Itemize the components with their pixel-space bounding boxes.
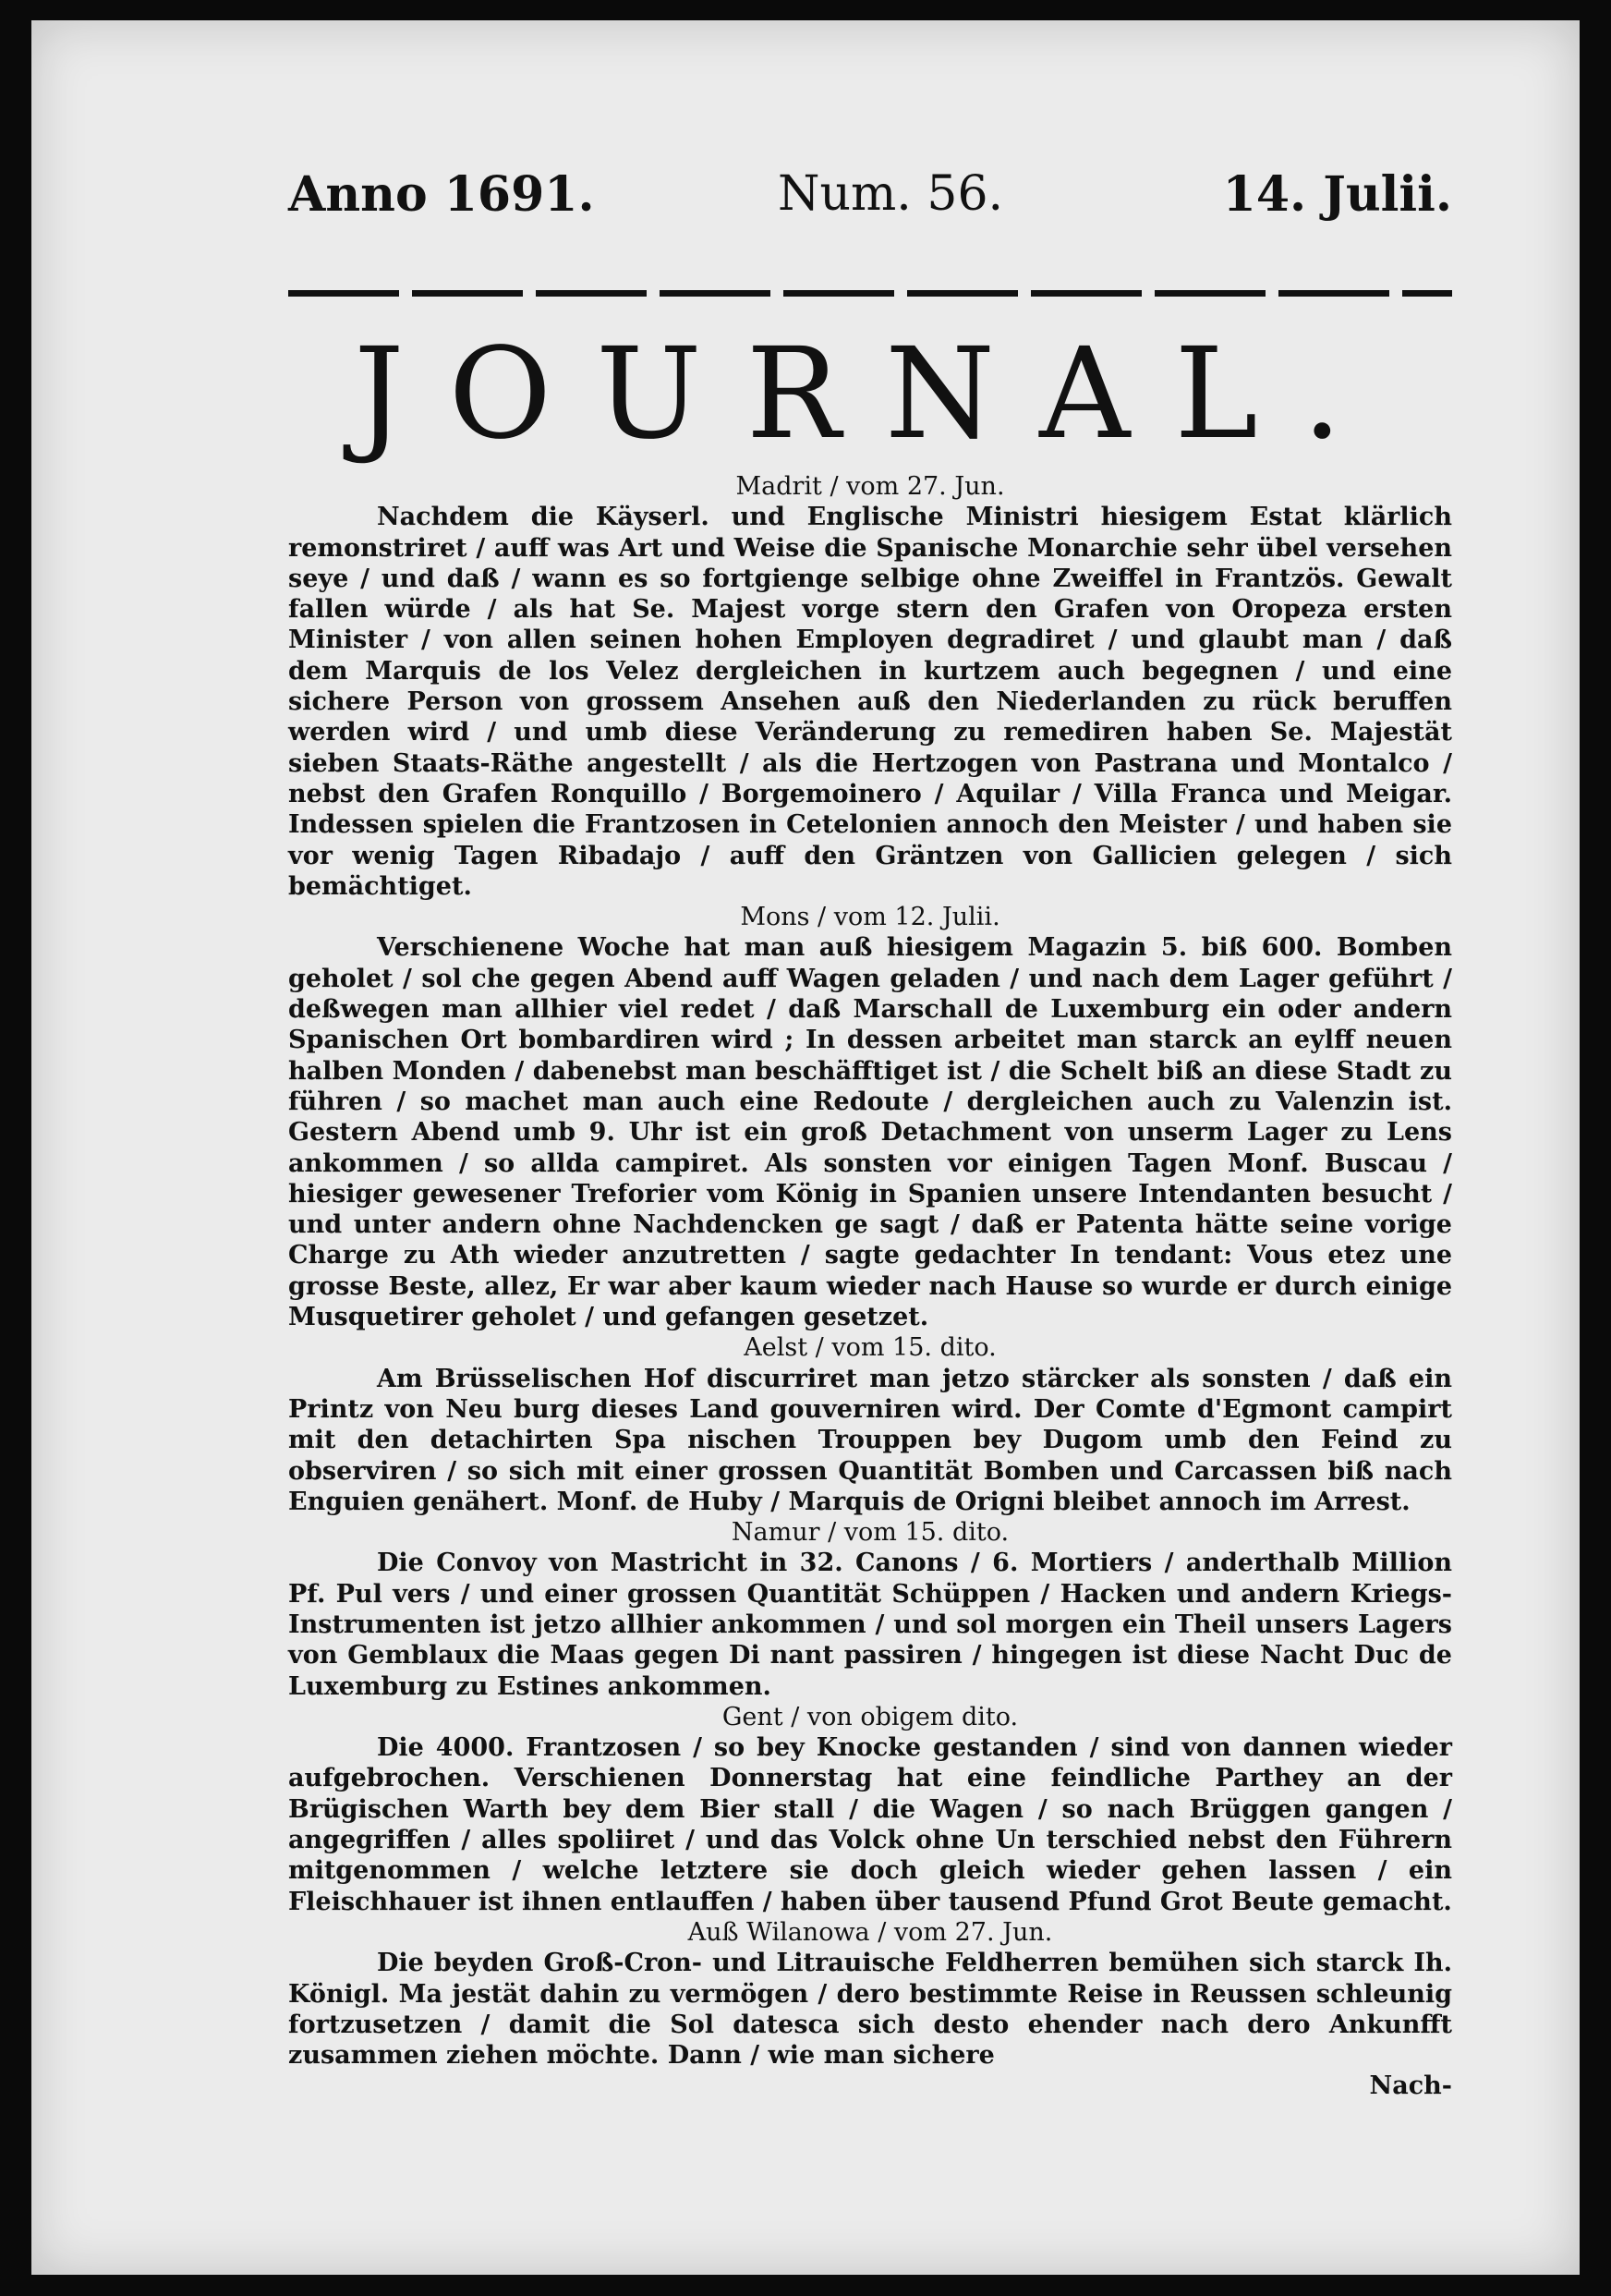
article-text: Die 4000. Frantzosen / so bey Knocke gestanden / sind von dannen wieder aufgebrochen. Verschienen Donnerstag hat eine feindliche Parthey an der Brügischen Warth bey dem Bier stall / die Wagen / so nach Brüggen gangen / angegriffen / alles spoliiret / und das Volck ohne Un terschied nebst den Führern mitgenommen / welche letztere sie doch gleich wieder gehen lassen / ein Fleischhauer ist ihnen entlauffen / haben über tausend Pfund Grot Beute gemacht. — [288, 1733, 1452, 1916]
article-text: Die beyden Groß-Cron- und Litrauische Feldherren bemühen sich starck Ih. Königl. Ma jestät dahin zu vermögen / dero bestimmte Reise in Reussen schleunig fortzusetzen / damit die Sol datesca sich desto ehender nach dero Ankunfft zusammen ziehen möchte. Dann / wie man sichere — [288, 1949, 1452, 2071]
article-text: Die Convoy von Mastricht in 32. Canons / 6. Mortiers / anderthalb Million Pf. Pul vers / und einer grossen Quantität Schüppen / Hacken und andern Kriegs-Instrumenten ist jetzo allhier ankommen / und sol morgen ein Theil unsers Lagers von Gemblaux die Maas gegen Di nant passiren / hingegen ist diese Nacht Duc de Luxemburg zu Estines ankommen. — [288, 1549, 1452, 1701]
article-text: Am Brüsselischen Hof discurriret man jetzo stärcker als sonsten / daß ein Printz von Neu burg dieses Land gouverniren wird. Der Comte d'Egmont campirt mit den detachirten Spa nischen Trouppen bey Dugom umb den Feind zu observiren / so sich mit einer grossen Quantität Bomben und Carcassen biß nach Enguien genähert. Monf. de Huby / Marquis de Origni bleibet annoch im Arrest. — [288, 1364, 1452, 1516]
article-dateline: Namur / vom 15. dito. — [731, 1518, 1010, 1548]
article — [288, 1332, 1452, 1517]
newspaper-page — [31, 20, 1580, 2275]
article-dateline: Auß Wilanowa / vom 27. Jun. — [687, 1917, 1053, 1947]
issue-date: 14. Julii. — [1222, 166, 1452, 223]
article-dateline: Gent / von obigem dito. — [721, 1702, 1019, 1731]
issue-number: Num. 56. — [778, 166, 1004, 222]
catchword: Nach- — [1369, 2071, 1452, 2101]
article-text: Nachdem die Käyserl. und Englische Ministri hiesigem Estat klärlich remonstriret / auff was Art und Weise die Spanische Monarchie sehr übel versehen seye / und daß / wann es so fortgienge selbige ohne Zweiffel in Frantzös. Gewalt fallen würde / als hat Se. Majest vorge stern den Grafen von Oropeza ersten Minister / von allen seinen hohen Employen degradiret / und glaubt man / daß dem Marquis de los Velez dergleichen in kurtzem auch begegnen / und eine sichere Person von grossem Ansehen auß den Niederlanden zu rück beruffen werden wird / und umb diese Veränderung zu remediren haben Se. Majestät sieben Staats-Räthe angestellt / als die Hertzogen von Pastrana und Montalco / nebst den Grafen Ronquillo / Borgemoinero / Aquilar / Villa Franca und Meigar. Indessen spielen die Frantzosen in Cetelonien annoch den Meister / und haben sie vor wenig Tagen Ribadajo / auff den Gräntzen von Gallicien gelegen / sich bemächtiget. — [288, 503, 1452, 901]
page-content — [288, 159, 1452, 2101]
article-dateline: Aelst / vom 15. dito. — [744, 1333, 997, 1363]
article — [288, 902, 1452, 1332]
article-dateline: Madrit / vom 27. Jun. — [735, 472, 1005, 501]
masthead-rule — [288, 290, 1452, 297]
article — [288, 1917, 1452, 2071]
article — [288, 1517, 1452, 1702]
newspaper-title: JOURNAL. — [354, 322, 1387, 468]
issue-year: Anno 1691. — [288, 166, 595, 223]
article-dateline: Mons / vom 12. Julii. — [740, 903, 1000, 932]
article — [288, 471, 1452, 902]
article — [288, 1702, 1452, 1917]
article-list — [288, 471, 1452, 2101]
article-text: Verschienene Woche hat man auß hiesigem Magazin 5. biß 600. Bomben geholet / sol che gegen Abend auff Wagen geladen / und nach dem Lager geführt / deßwegen man allhier viel redet / daß Marschall de Luxemburg ein oder andern Spanischen Ort bombardiren wird ; In dessen arbeitet man starck an eylff neuen halben Monden / dabenebst man beschäfftiget ist / die Schelt biß an diese Stadt zu führen / so machet man auch eine Redoute / dergleichen auch zu Valenzin ist. Gestern Abend umb 9. Uhr ist ein groß Detachment von unserm Lager zu Lens ankommen / so allda campiret. Als sonsten vor einigen Tagen Monf. Buscau / hiesiger gewesener Treforier vom König in Spanien unsere Intendanten besucht / und unter andern ohne Nachdencken ge sagt / daß er Patenta hätte seine vorige Charge zu Ath wieder anzutretten / sagte gedachter In tendant: Vous etez une grosse Beste, allez, Er war aber kaum wieder nach Hause so wurde er durch einige Musquetirer geholet / und gefangen gesetzet. — [288, 933, 1452, 1332]
masthead — [288, 159, 1452, 233]
